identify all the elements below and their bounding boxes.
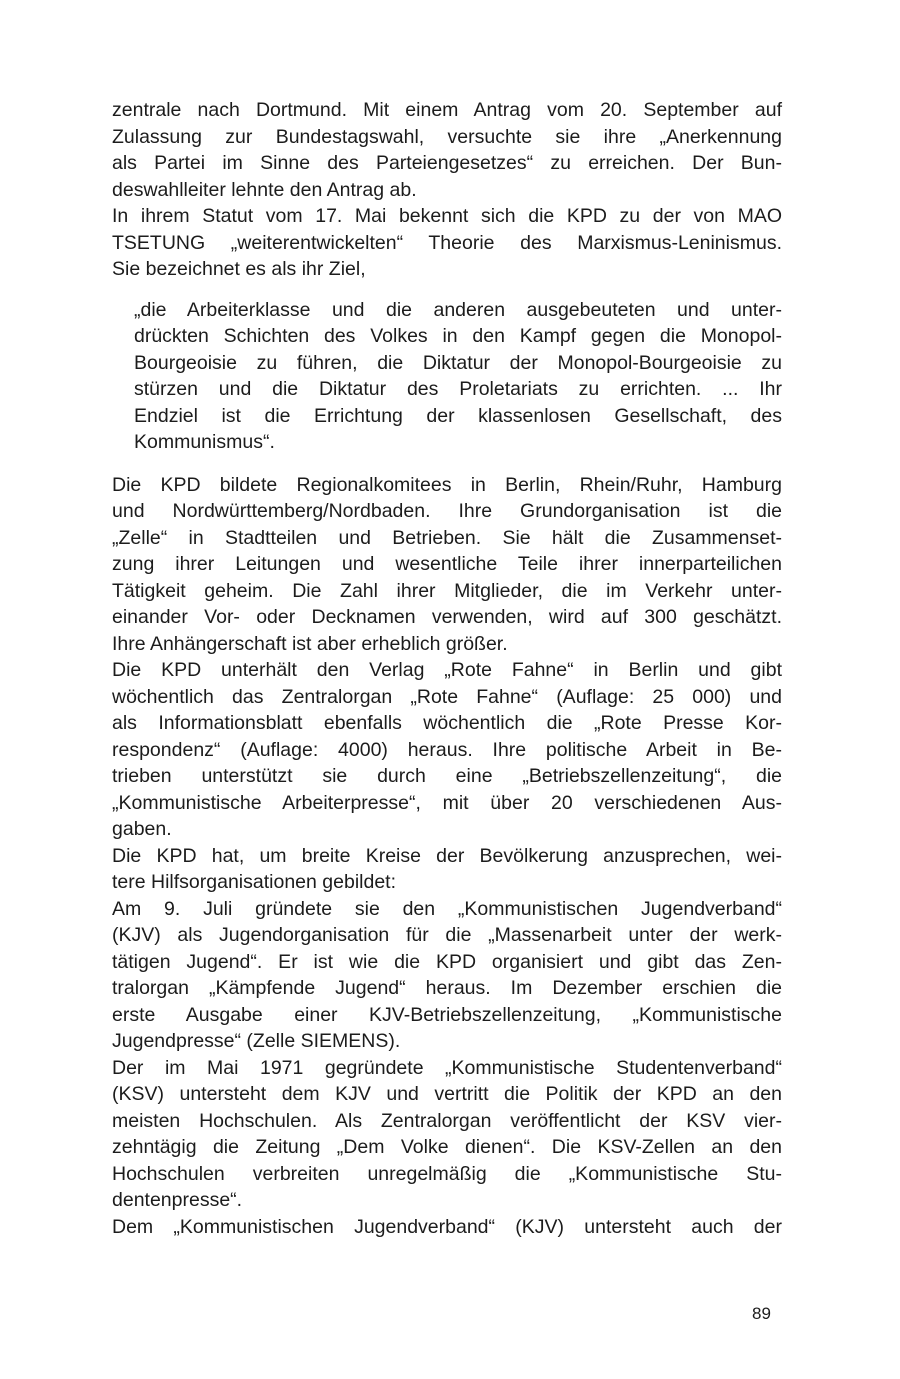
page-text — [112, 97, 782, 1240]
text-line: In ihrem Statut vom 17. Mai bekennt sich die KPD zu der von MAO — [112, 205, 782, 227]
text-line: erste Ausgabe einer KJV-Betriebszellenzeitung, „Kommunistische — [112, 1003, 782, 1026]
text-line: tere Hilfsorganisationen gebildet: — [112, 871, 397, 893]
quote-line: stürzen und die Diktatur des Proletariats zu errichten. ... Ihr — [134, 378, 782, 400]
text-line: Ihre Anhängerschaft ist aber erheblich größer. — [112, 632, 508, 655]
text-line: Der im Mai 1971 gegründete „Kommunistische Studentenverband“ — [112, 1056, 782, 1079]
text-line: TSETUNG „weiterentwickelten“ Theorie des Marxismus-Leninismus. — [112, 231, 782, 254]
text-line: Die KPD bildete Regionalkomitees in Berlin, Rhein/Ruhr, Hamburg — [112, 473, 782, 496]
text-line: meisten Hochschulen. Als Zentralorgan veröffentlicht der KSV vier- — [112, 1109, 782, 1132]
text-line: dentenpresse“. — [112, 1189, 243, 1211]
quote-line: „die Arbeiterklasse und die anderen ausgebeuteten und unter- — [134, 298, 782, 321]
quote-line: drückten Schichten des Volkes in den Kampf gegen die Monopol- — [134, 325, 782, 347]
text-line: Tätigkeit geheim. Die Zahl ihrer Mitglieder, die im Verkehr unter- — [112, 579, 782, 602]
text-line: Die KPD unterhält den Verlag „Rote Fahne“ in Berlin und gibt — [112, 659, 782, 681]
page-number: 89 — [752, 1304, 771, 1323]
text-line: tätigen Jugend“. Er ist wie die KPD organisiert und gibt das Zen- — [112, 950, 782, 973]
paragraph-block-1 — [112, 97, 782, 283]
text-line: Die KPD hat, um breite Kreise der Bevölkerung anzusprechen, wei- — [112, 844, 782, 867]
paragraph-block-2 — [112, 472, 782, 1241]
text-line: (KSV) untersteht dem KJV und vertritt die Politik der KPD an den — [112, 1083, 782, 1105]
quote-line: Bourgeoisie zu führen, die Diktatur der Monopol-Bourgeoisie zu — [134, 351, 782, 374]
text-line: zung ihrer Leitungen und wesentliche Teile ihrer innerparteilichen — [112, 553, 782, 575]
text-line: Sie bezeichnet es als ihr Ziel, — [112, 258, 366, 280]
text-line: tralorgan „Kämpfende Jugend“ heraus. Im Dezember erschien die — [112, 977, 782, 999]
text-line: Jugendpresse“ (Zelle SIEMENS). — [112, 1030, 401, 1052]
text-line: als Informationsblatt ebenfalls wöchentlich die „Rote Presse Kor- — [112, 712, 782, 734]
quote-line: Kommunismus“. — [134, 431, 275, 453]
text-line: Hochschulen verbreiten unregelmäßig die „Kommunistische Stu- — [112, 1162, 782, 1185]
text-line: als Partei im Sinne des Parteiengesetzes“ zu erreichen. Der Bun- — [112, 152, 782, 174]
text-line: gaben. — [112, 818, 172, 840]
text-line: (KJV) als Jugendorganisation für die „Massenarbeit unter der werk- — [112, 924, 782, 946]
text-line: „Zelle“ in Stadtteilen und Betrieben. Sie hält die Zusammenset- — [112, 526, 782, 549]
text-line: Zulassung zur Bundestagswahl, versuchte sie ihre „Anerkennung — [112, 125, 782, 148]
quote-line: Endziel ist die Errichtung der klassenlosen Gesellschaft, des — [134, 404, 782, 427]
text-line: zentrale nach Dortmund. Mit einem Antrag vom 20. September auf — [112, 99, 782, 121]
text-line: trieben unterstützt sie durch eine „Betriebszellenzeitung“, die — [112, 765, 782, 787]
text-line: „Kommunistische Arbeiterpresse“, mit über 20 verschiedenen Aus- — [112, 791, 782, 814]
text-line: einander Vor- oder Decknamen verwenden, wird auf 300 geschätzt. — [112, 606, 782, 628]
text-line: respondenz“ (Auflage: 4000) heraus. Ihre politische Arbeit in Be- — [112, 738, 782, 761]
block-quote — [134, 297, 782, 456]
text-line: zehntägig die Zeitung „Dem Volke dienen“. Die KSV-Zellen an den — [112, 1136, 782, 1158]
text-line: wöchentlich das Zentralorgan „Rote Fahne“ (Auflage: 25 000) und — [112, 685, 782, 708]
text-line: Dem „Kommunistischen Jugendverband“ (KJV) untersteht auch der — [112, 1215, 782, 1238]
text-line: und Nordwürttemberg/Nordbaden. Ihre Grundorganisation ist die — [112, 500, 782, 522]
text-line: deswahlleiter lehnte den Antrag ab. — [112, 178, 417, 201]
text-line: Am 9. Juli gründete sie den „Kommunistischen Jugendverband“ — [112, 897, 782, 920]
